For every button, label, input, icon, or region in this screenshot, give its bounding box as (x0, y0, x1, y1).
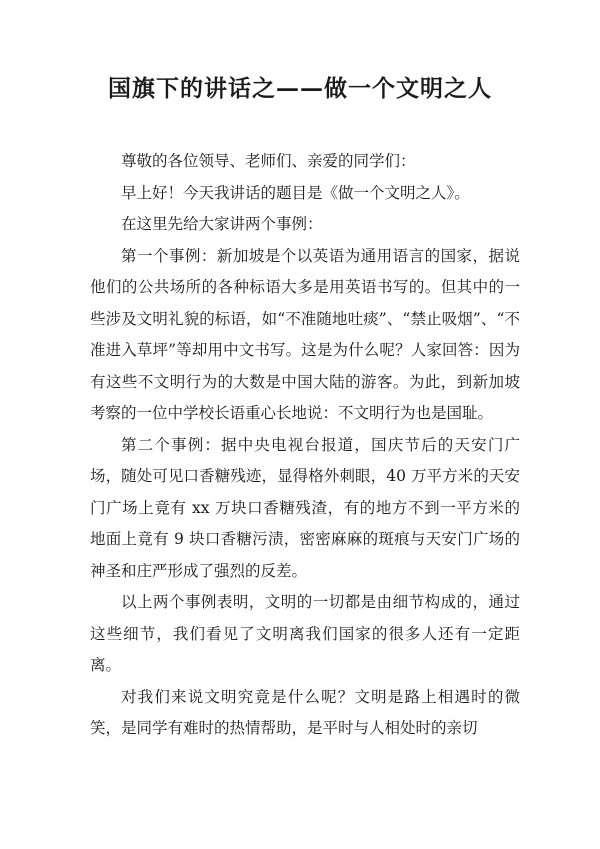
paragraph-example-two: 第二个事例：据中央电视台报道，国庆节后的天安门广场，随处可见口香糖残迹，显得格外刺眼，40 万平方米的天安门广场上竟有 xx 万块口香糖残渣，有的地方不到一平方米的地面上竟有 9 块口香糖污渍，密密麻麻的斑痕与天安门广场的神圣和庄严形成了强烈的反差。 (90, 435, 520, 580)
paragraph-intro: 在这里先给大家讲两个事例： (121, 215, 323, 233)
document-body (90, 146, 520, 745)
paragraph-topic: 早上好！今天我讲话的题目是《做一个文明之人》。 (121, 183, 470, 202)
paragraph-conclusion: 以上两个事例表明，文明的一切都是由细节构成的，通过这些细节，我们看见了文明离我们国家的很多人还有一定距离。 (90, 593, 520, 674)
paragraph-example-one: 第一个事例：新加坡是个以英语为通用语言的国家，据说他们的公共场所的各种标语大多是用英语书写的。但其中的一些涉及文明礼貌的标语，如“不准随地吐痰”、“禁止吸烟”、“不准进入草坪”等却用中文书写。这是为什么呢？人家回答：因为有这些不文明行为的大数是中国大陆的游客。为此，到新加坡考察的一位中学校长语重心长地说：不文明行为也是国耻。 (90, 246, 520, 422)
paragraph-civility: 对我们来说文明究竟是什么呢？文明是路上相遇时的微笑，是同学有难时的热情帮助，是平时与人相处时的亲切 (90, 687, 520, 737)
paragraph-greeting: 尊敬的各位领导、老师们、亲爱的同学们： (121, 152, 416, 170)
page-title: 国旗下的讲话之——做一个文明之人 (108, 75, 492, 102)
